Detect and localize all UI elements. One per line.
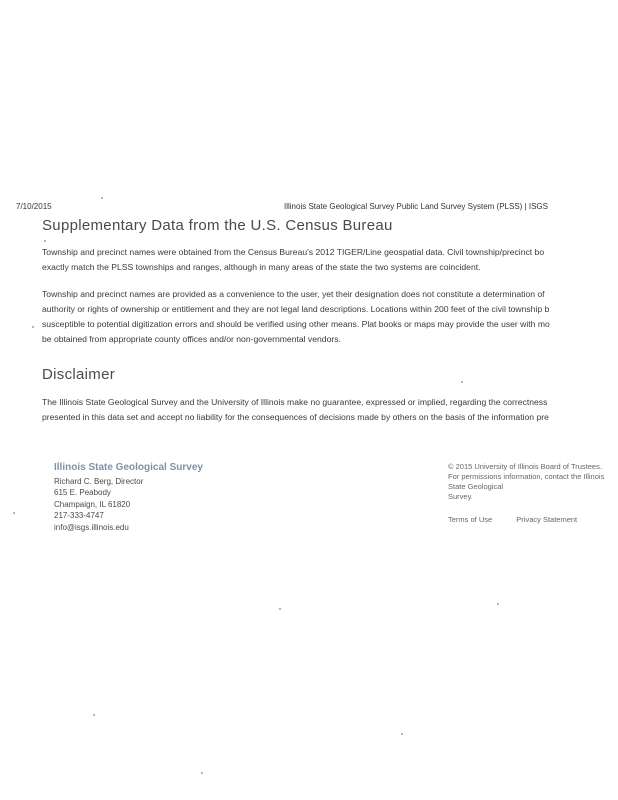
privacy-statement-link[interactable]: Privacy Statement [516, 515, 578, 524]
scan-speck [13, 512, 15, 514]
scan-speck [44, 240, 46, 242]
scan-speck [32, 326, 34, 328]
supplementary-paragraph-1 [42, 245, 618, 275]
footer-email-link[interactable]: info@isgs.illinois.edu [54, 522, 129, 532]
scan-speck [201, 772, 203, 774]
terms-of-use-link[interactable]: Terms of Use [448, 515, 493, 524]
paragraph-line: Township and precinct names were obtained from the Census Bureau's 2012 TIGER/Line geospatial data. Civil township/precinct bo [42, 247, 545, 257]
paragraph-line: exactly match the PLSS townships and ranges, although in many areas of the state the two systems are coincident. [42, 262, 481, 272]
footer-copyright-line-2: For permissions information, contact the Illinois State Geological [448, 472, 605, 491]
paragraph-line: authority or rights of ownership or entitlement and they are not legal land descriptions. Locations within 200 feet of the civil township b [42, 304, 550, 314]
footer-org-name[interactable]: Illinois State Geological Survey [54, 462, 203, 473]
footer-legal [448, 462, 618, 525]
print-date: 7/10/2015 [16, 202, 52, 211]
scan-speck [279, 608, 281, 610]
paragraph-line: susceptible to potential digitization errors and should be verified using other means. Plat books or maps may provide the user with mo [42, 319, 550, 329]
footer-address-line-2: Champaign, IL 61820 [54, 499, 131, 509]
paragraph-line: The Illinois State Geological Survey and the University of Illinois make no guarantee, expressed or implied, regarding the correctness [42, 397, 548, 407]
footer-address-line-1: 615 E. Peabody [54, 488, 111, 497]
print-page-title: Illinois State Geological Survey Public Land Survey System (PLSS) | ISGS [284, 202, 548, 211]
paragraph-line: be obtained from appropriate county offices and/or non-governmental vendors. [42, 334, 341, 344]
footer-copyright-line-1: © 2015 University of Illinois Board of Trustees. [448, 462, 602, 471]
footer-links [448, 515, 618, 525]
scan-speck [497, 603, 499, 605]
scan-speck [461, 381, 463, 383]
print-header [16, 200, 616, 214]
paragraph-line: Township and precinct names are provided as a convenience to the user, yet their designation does not constitute a determination of [42, 289, 545, 299]
footer-contact [54, 462, 203, 533]
supplementary-paragraph-2 [42, 287, 618, 347]
disclaimer-heading: Disclaimer [42, 366, 116, 383]
scan-speck [101, 197, 103, 199]
disclaimer-paragraph [42, 395, 618, 425]
supplementary-heading: Supplementary Data from the U.S. Census Bureau [42, 217, 393, 234]
scan-speck [401, 733, 403, 735]
paragraph-line: presented in this data set and accept no liability for the consequences of decisions made by others on the basis of the information pre [42, 412, 549, 422]
footer-phone: 217-333-4747 [54, 511, 104, 520]
scan-speck [93, 714, 95, 716]
footer-director: Richard C. Berg, Director [54, 476, 144, 486]
footer-copyright-line-3: Survey. [448, 492, 473, 501]
